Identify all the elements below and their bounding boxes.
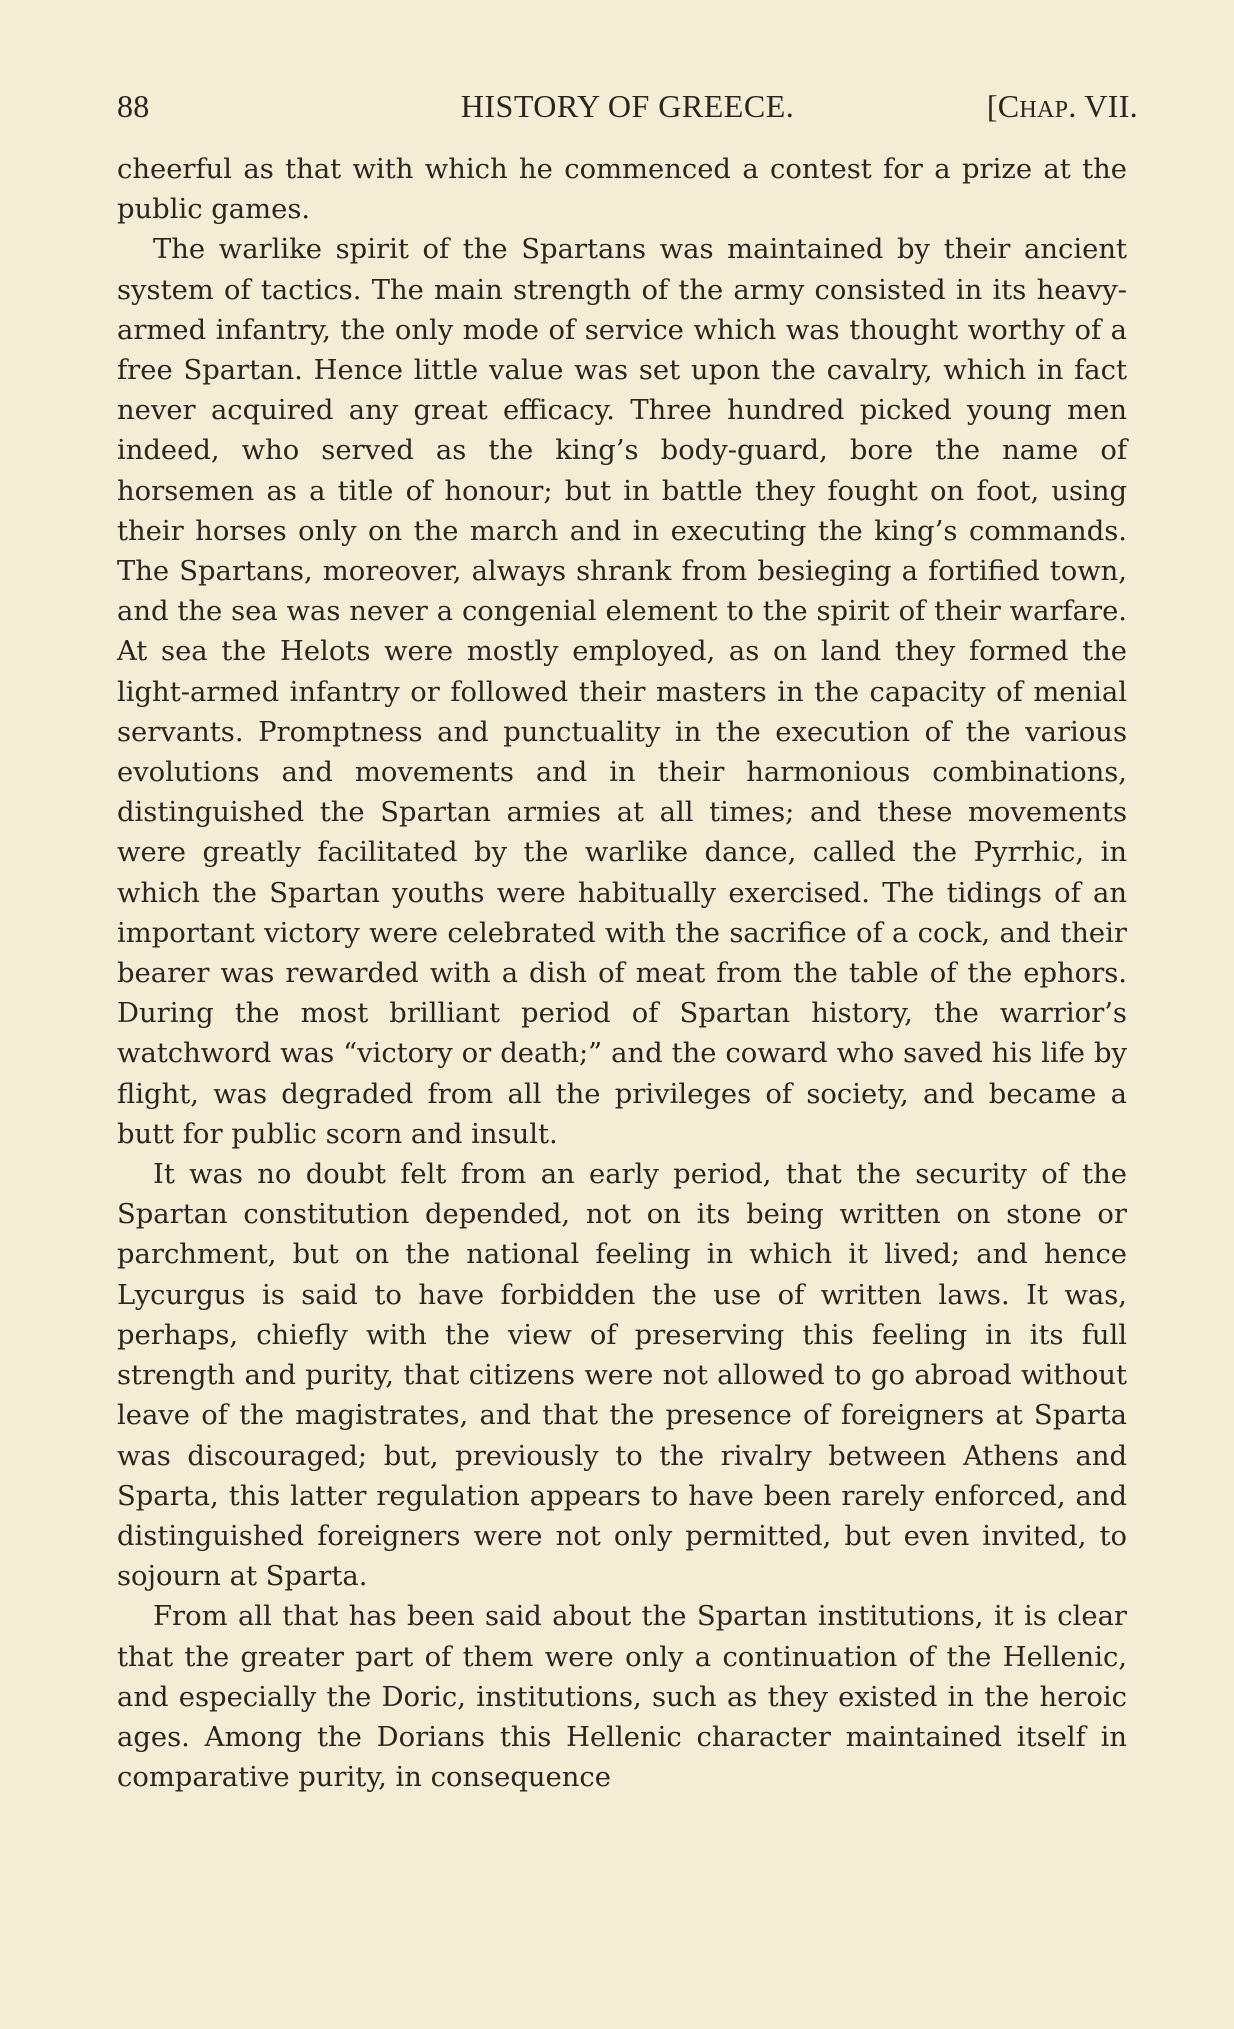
- running-head: [117, 86, 1138, 126]
- chapter-number: . VII.: [1068, 88, 1138, 124]
- body-text: [117, 150, 1127, 1798]
- book-title: HISTORY OF GREECE.: [460, 88, 795, 124]
- paragraph-institutions: From all that has been said about the Spartan institutions, it is clear that the greater part of them were only a continuation of the Hellenic, and especially the Doric, institutions, such as they existed in the heroic ages. Among the Dorians this Hellenic character maintained itself in comparative purity, in consequence: [117, 1601, 1127, 1794]
- paragraph-continued: cheerful as that with which he commenced a contest for a prize at the public games.: [117, 154, 1127, 226]
- chapter-smallcaps: HAP: [1019, 97, 1069, 123]
- paragraph-warlike-spirit: The warlike spirit of the Spartans was maintained by their ancient system of tactics. The main strength of the army consisted in its heavy-armed infantry, the only mode of service which was thought worthy of a free Spartan. Hence little value was set upon the cavalry, which in fact never acquired any great efficacy. Three hundred picked young men indeed, who served as the king’s body-guard, bore the name of horsemen as a title of honour; but in battle they fought on foot, using their horses only on the march and in executing the king’s commands. The Spartans, moreover, always shrank from besieging a fortified town, and the sea was never a congenial element to the spirit of their warfare. At sea the Helots were mostly employed, as on land they formed the light-armed infantry or followed their masters in the capacity of menial servants. Promptness and punctuality in the execution of the various evolutions and movements and in their harmonious combinations, distinguished the Spartan armies at all times; and these movements were greatly facilitated by the warlike dance, called the Pyrrhic, in which the Spartan youths were habitually exercised. The tidings of an important victory were celebrated with the sacrifice of a cock, and their bearer was rewarded with a dish of meat from the table of the ephors. During the most brilliant period of Spartan history, the warrior’s watchword was “victory or death;” and the coward who saved his life by flight, was degraded from all the privileges of society, and became a butt for public scorn and insult.: [117, 234, 1127, 1150]
- paragraph-constitution: It was no doubt felt from an early period, that the security of the Spartan constitution depended, not on its being written on stone or parchment, but on the national feeling in which it lived; and hence Lycurgus is said to have forbidden the use of written laws. It was, perhaps, chiefly with the view of preserving this feeling in its full strength and purity, that citizens were not allowed to go abroad without leave of the magistrates, and that the presence of foreigners at Sparta was discouraged; but, previously to the rivalry between Athens and Sparta, this latter regulation appears to have been rarely enforced, and distinguished foreigners were not only permitted, but even invited, to sojourn at Sparta.: [117, 1159, 1127, 1593]
- chapter-open: [C: [986, 88, 1020, 124]
- page-number: 88: [117, 88, 150, 124]
- chapter-label: [987, 86, 1138, 130]
